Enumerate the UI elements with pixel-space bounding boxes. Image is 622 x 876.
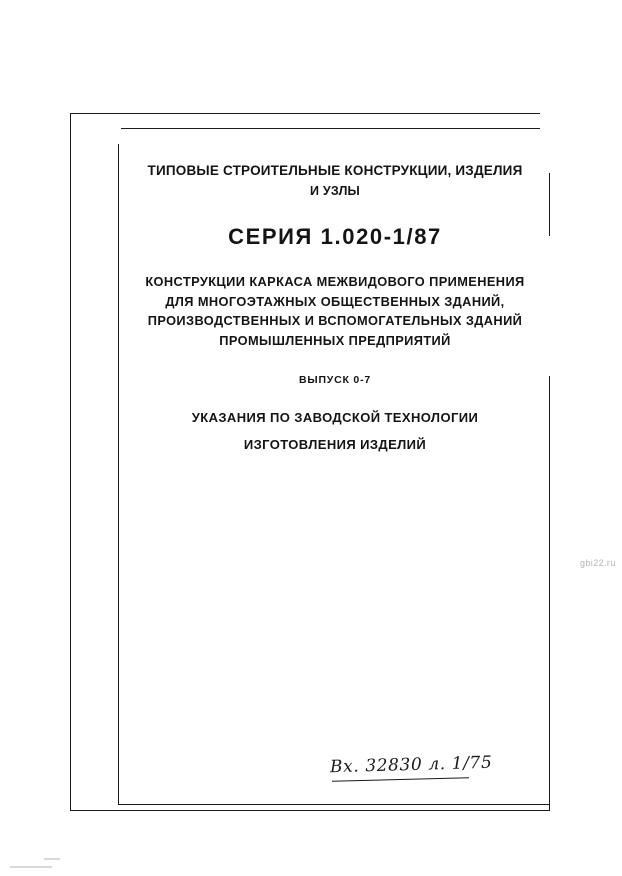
subtitle-block — [130, 404, 540, 458]
title-block — [130, 160, 540, 458]
handwritten-inventory-mark: Вх. 32830 л. 1/75 — [329, 752, 493, 778]
scan-edge-artifact-top-left — [118, 128, 121, 144]
subtitle-line-1: УКАЗАНИЯ ПО ЗАВОДСКОЙ ТЕХНОЛОГИИ — [191, 410, 479, 425]
scan-speck-2 — [10, 866, 52, 868]
series-kind — [130, 160, 540, 202]
description-line-1: КОНСТРУКЦИИ КАРКАСА МЕЖВИДОВОГО ПРИМЕНЕНИЯ — [145, 274, 525, 289]
description-block — [130, 272, 540, 350]
series-kind-line-1: ТИПОВЫЕ СТРОИТЕЛЬНЫЕ КОНСТРУКЦИИ, ИЗДЕЛИЯ — [147, 163, 523, 178]
subtitle-line-2: ИЗГОТОВЛЕНИЯ ИЗДЕЛИЙ — [243, 437, 427, 452]
watermark-text: gbi22.ru — [580, 558, 616, 568]
scan-edge-artifact-right — [544, 236, 554, 376]
series-kind-line-2: И УЗЛЫ — [310, 184, 360, 198]
scan-speck-1 — [44, 858, 60, 860]
issue-number: ВЫПУСК 0-7 — [298, 374, 372, 386]
description-line-3: ПРОИЗВОДСТВЕННЫХ И ВСПОМОГАТЕЛЬНЫХ ЗДАНИЙ — [147, 313, 523, 328]
scan-edge-artifact-top-right — [540, 113, 552, 173]
description-line-2: ДЛЯ МНОГОЭТАЖНЫХ ОБЩЕСТВЕННЫХ ЗДАНИЙ, — [165, 293, 505, 309]
series-number: СЕРИЯ 1.020-1/87 — [228, 224, 442, 249]
description-line-4: ПРОМЫШЛЕННЫХ ПРЕДПРИЯТИЙ — [219, 332, 451, 348]
